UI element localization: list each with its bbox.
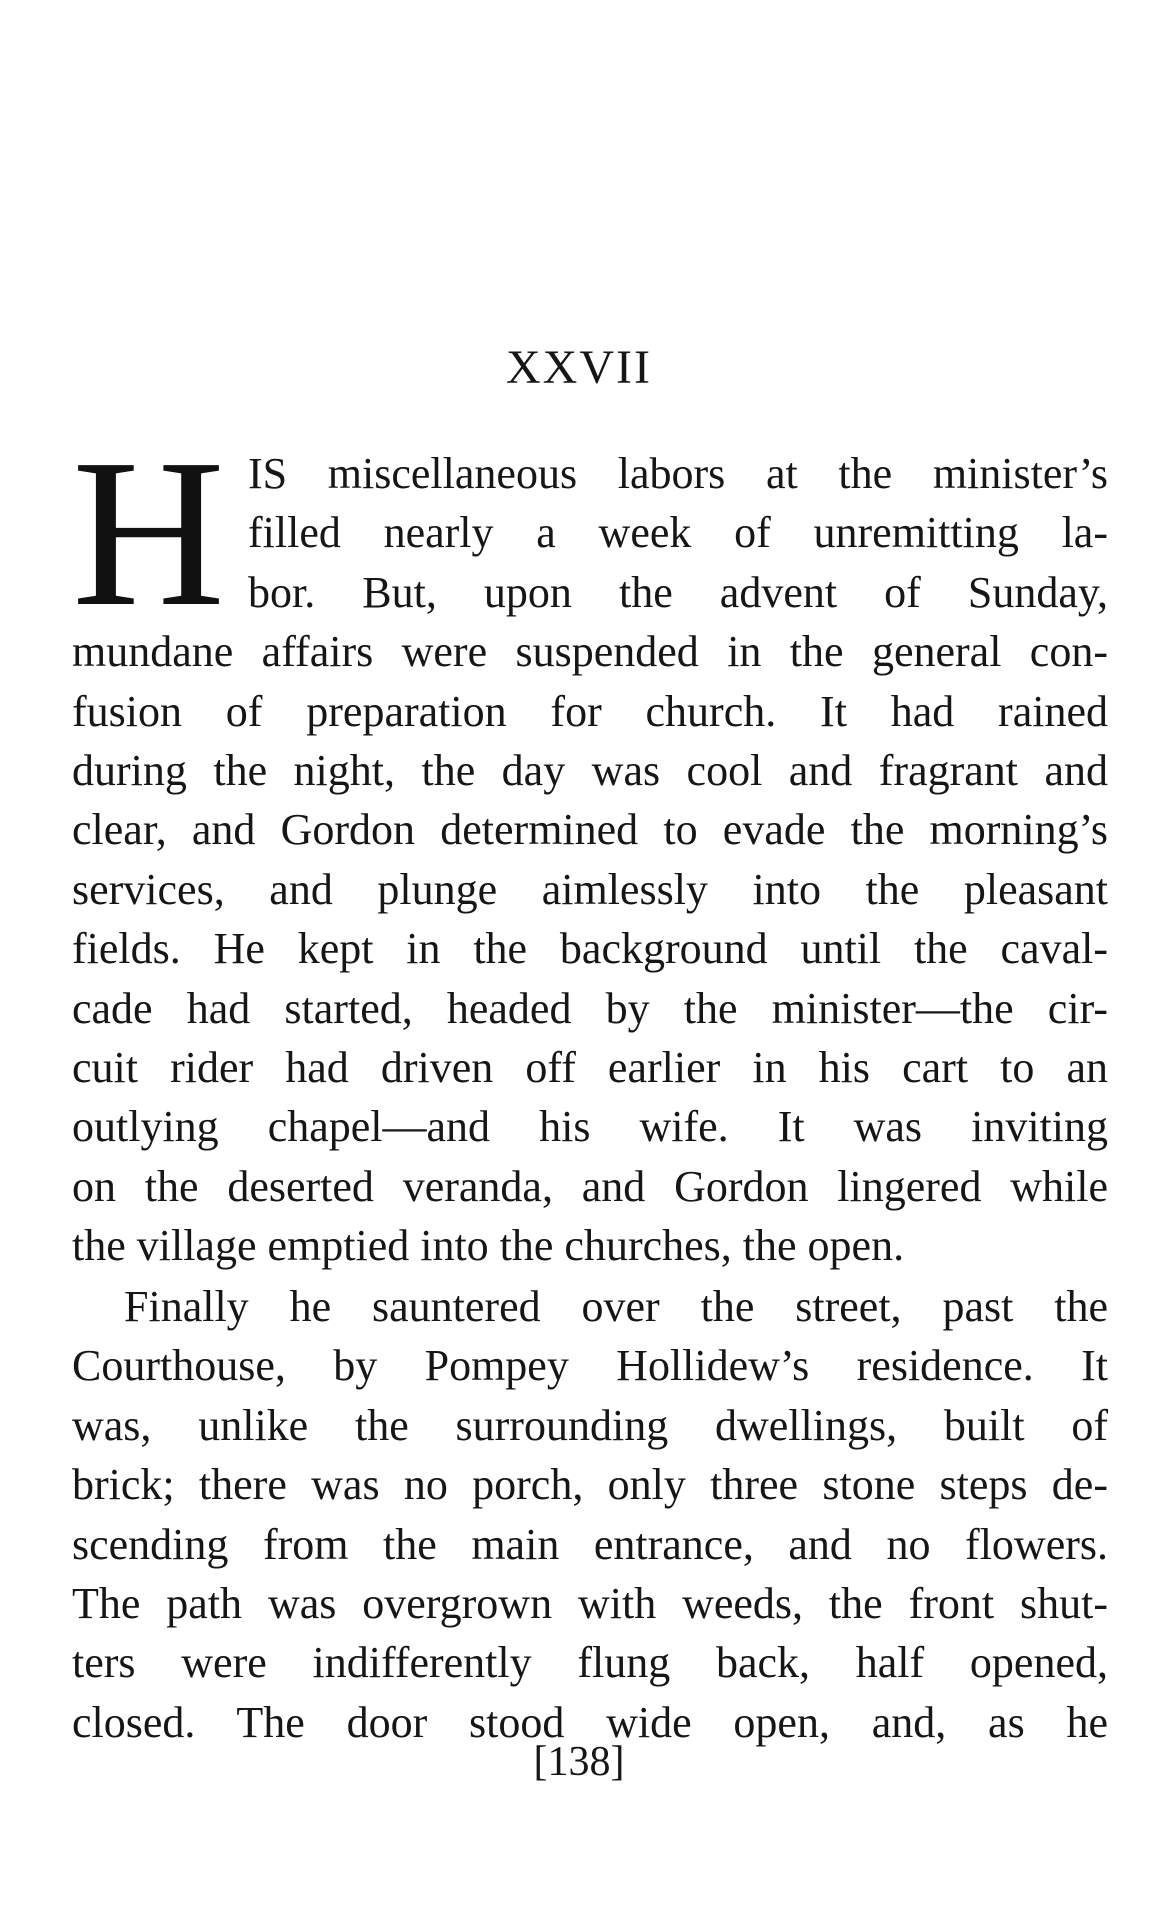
text-line: outlying chapel—and his wife. It was inviting [72, 1102, 1108, 1152]
text-line: Courthouse, by Pompey Hollidew’s residence. It [72, 1341, 1108, 1391]
drop-cap: H [72, 415, 226, 650]
text-line: cade had started, headed by the minister—the cir- [72, 983, 1108, 1033]
text-line: brick; there was no porch, only three stone steps de- [72, 1460, 1108, 1510]
text-line: the village emptied into the churches, the open. [72, 1221, 905, 1271]
page-number: [138] [533, 1739, 625, 1785]
text-line: cuit rider had driven off earlier in his cart to an [72, 1042, 1108, 1092]
text-line: filled nearly a week of unremitting la- [248, 508, 1108, 558]
text-line: ters were indifferently flung back, half opened, [72, 1638, 1108, 1688]
text-line: mundane affairs were suspended in the general con- [72, 627, 1108, 677]
text-line: The path was overgrown with weeds, the front shut- [72, 1578, 1108, 1628]
chapter-heading: XXVII [506, 341, 652, 394]
text-line: was, unlike the surrounding dwellings, built of [72, 1400, 1108, 1450]
text-line: bor. But, upon the advent of Sunday, [248, 567, 1108, 617]
text-line: closed. The door stood wide open, and, as he [72, 1697, 1108, 1747]
text-line: during the night, the day was cool and fragrant and [72, 745, 1108, 795]
text-line: clear, and Gordon determined to evade the morning’s [72, 805, 1108, 855]
text-line: IS miscellaneous labors at the minister’s [248, 449, 1108, 498]
text-line: on the deserted veranda, and Gordon lingered while [72, 1161, 1108, 1211]
text-line: Finally he sauntered over the street, past the [124, 1282, 1108, 1331]
text-line: fusion of preparation for church. It had rained [72, 686, 1108, 736]
paragraph-2 [72, 1277, 1108, 1752]
paragraph-1 [72, 415, 1108, 1275]
text-line: fields. He kept in the background until the caval- [72, 924, 1108, 974]
text-line: services, and plunge aimlessly into the pleasant [72, 864, 1108, 914]
text-line: scending from the main entrance, and no flowers. [72, 1519, 1108, 1569]
